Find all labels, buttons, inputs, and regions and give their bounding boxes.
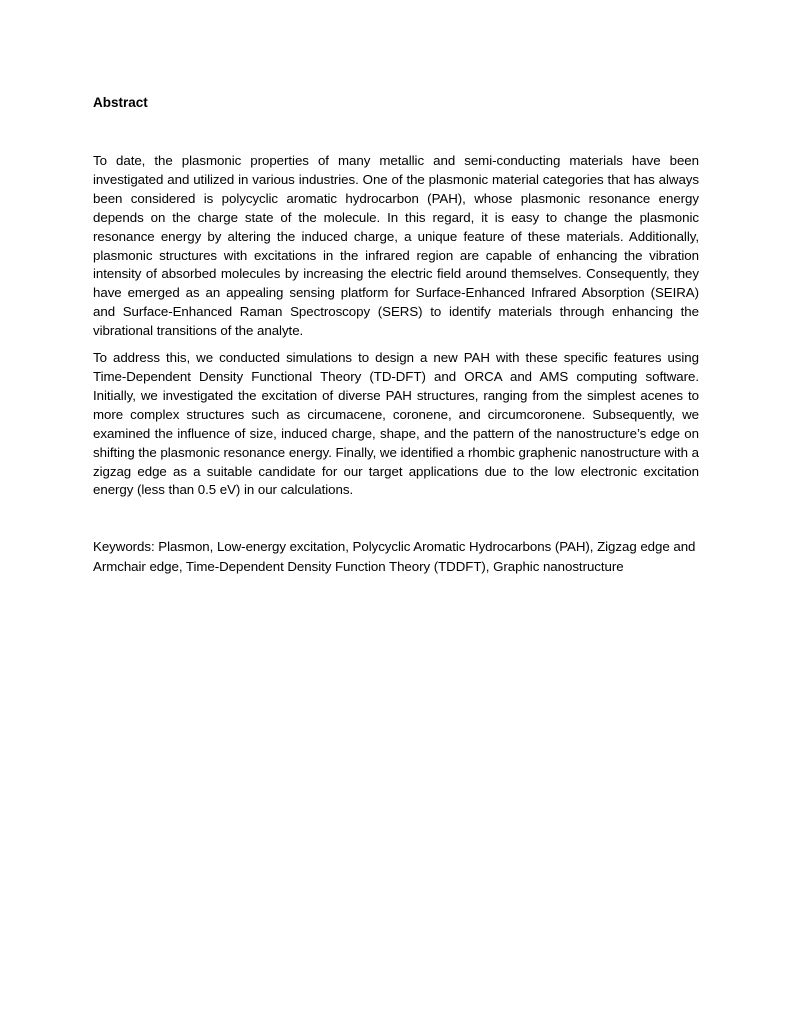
document-page — [93, 93, 699, 591]
keywords-line: Keywords: Plasmon, Low-energy excitation, Polycyclic Aromatic Hydrocarbons (PAH), Zigzag edge and Armchair edge, Time-Dependent Density Function Theory (TDDFT), Graphic nanostructure — [93, 539, 696, 575]
abstract-heading: Abstract — [93, 95, 148, 110]
abstract-paragraph-1: To date, the plasmonic properties of many metallic and semi-conducting materials have been investigated and utilized in various industries. One of the plasmonic material categories that has always been considered is polycyclic aromatic hydrocarbon (PAH), whose plasmonic resonance energy depends on the charge state of the molecule. In this regard, it is easy to change the plasmonic resonance energy by altering the induced charge, a unique feature of these materials. Additionally, plasmonic structures with excitations in the infrared region are capable of enhancing the vibration intensity of absorbed molecules by increasing the electric field around themselves. Consequently, they have emerged as an appealing sensing platform for Surface-Enhanced Infrared Absorption (SEIRA) and Surface-Enhanced Raman Spectroscopy (SERS) to identify materials through enhancing the vibrational transitions of the analyte. — [93, 153, 699, 339]
abstract-paragraph-2: To address this, we conducted simulations to design a new PAH with these specific features using Time-Dependent Density Functional Theory (TD-DFT) and ORCA and AMS computing software. Initially, we investigated the excitation of diverse PAH structures, ranging from the simplest acenes to more complex structures such as circumacene, coronene, and circumcoronene. Subsequently, we examined the influence of size, induced charge, shape, and the pattern of the nanostructure’s edge on shifting the plasmonic resonance energy. Finally, we identified a rhombic graphenic nanostructure with a zigzag edge as a suitable candidate for our target applications due to the low electronic excitation energy (less than 0.5 eV) in our calculations. — [93, 350, 699, 498]
